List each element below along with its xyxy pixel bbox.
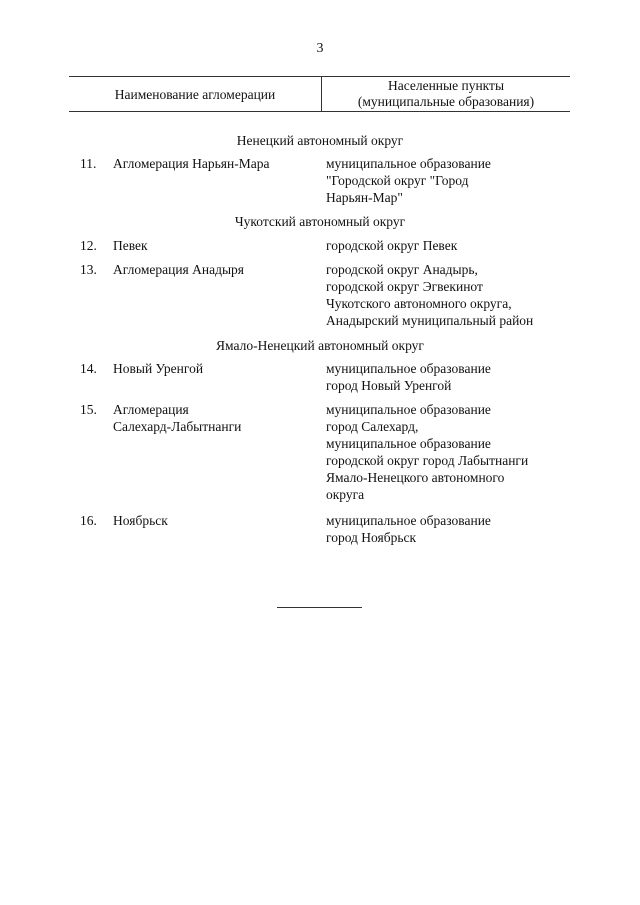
row-settlements (326, 401, 528, 503)
region-heading: Чукотский автономный округ (234, 214, 406, 229)
row-number: 13. (80, 262, 97, 277)
row-settlements (326, 155, 491, 206)
row-settlements-line: Ямало-Ненецкого автономного (326, 470, 505, 485)
header-settlements-line: Населенные пункты (387, 78, 505, 93)
footer-rule (277, 607, 362, 608)
row-settlements-line: "Городской округ "Город (326, 173, 469, 188)
row-agglomeration-line: Новый Уренгой (113, 361, 204, 376)
row-settlements-line: город Ноябрьск (326, 530, 417, 545)
row-settlements-line: Нарьян-Мар" (326, 190, 403, 205)
row-settlements (326, 512, 491, 546)
row-agglomeration-line: Агломерация Анадыря (113, 262, 245, 277)
row-settlements-line: муниципальное образование (326, 361, 491, 376)
row-number: 16. (80, 513, 97, 528)
row-settlements-line: городской округ Певек (326, 238, 458, 253)
row-settlements-line: городской округ Анадырь, (326, 262, 478, 277)
row-agglomeration (113, 512, 168, 529)
row-agglomeration (113, 155, 269, 172)
row-settlements-line: город Салехард, (326, 419, 419, 434)
row-settlements-line: округа (326, 487, 365, 502)
row-agglomeration-line: Салехард-Лабытнанги (113, 419, 242, 434)
header-agglomeration-name: Наименование агломерации (114, 87, 276, 102)
page-number: 3 (316, 41, 324, 56)
row-agglomeration-line: Певек (113, 238, 148, 253)
table-header (69, 76, 570, 112)
row-settlements-line: город Новый Уренгой (326, 378, 452, 393)
header-settlements (322, 78, 570, 110)
row-settlements-line: городской округ город Лабытнанги (326, 453, 529, 468)
row-number: 12. (80, 238, 97, 253)
header-settlements-line: (муниципальные образования) (357, 94, 535, 109)
row-settlements-line: муниципальное образование (326, 513, 491, 528)
row-agglomeration (113, 401, 241, 435)
row-agglomeration-line: Агломерация (113, 402, 189, 417)
row-settlements-line: муниципальное образование (326, 156, 491, 171)
row-agglomeration (113, 261, 244, 278)
row-settlements-line: муниципальное образование (326, 402, 491, 417)
row-settlements-line: муниципальное образование (326, 436, 491, 451)
row-number: 11. (80, 156, 97, 171)
row-settlements (326, 237, 457, 254)
row-agglomeration (113, 237, 148, 254)
row-number: 14. (80, 361, 97, 376)
region-heading: Ненецкий автономный округ (236, 133, 404, 148)
region-heading: Ямало-Ненецкий автономный округ (216, 338, 424, 353)
row-settlements-line: Анадырский муниципальный район (326, 313, 534, 328)
row-agglomeration (113, 360, 203, 377)
row-agglomeration-line: Ноябрьск (113, 513, 168, 528)
row-number: 15. (80, 402, 97, 417)
row-settlements (326, 360, 491, 394)
row-settlements-line: Чукотского автономного округа, (326, 296, 512, 311)
row-settlements (326, 261, 533, 329)
row-settlements-line: городской округ Эгвекинот (326, 279, 483, 294)
row-agglomeration-line: Агломерация Нарьян-Мара (113, 156, 270, 171)
